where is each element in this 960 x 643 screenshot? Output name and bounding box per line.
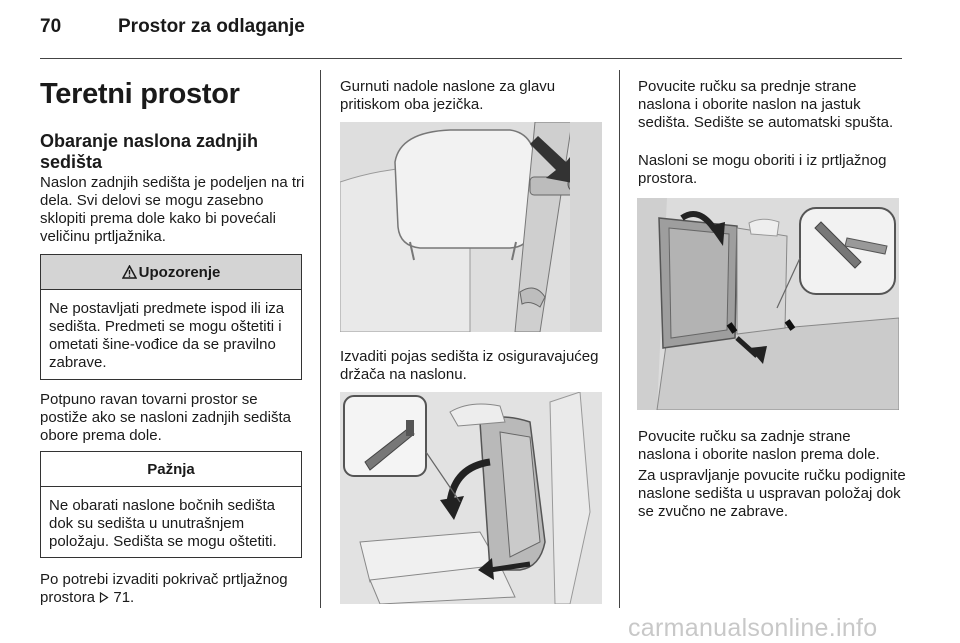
subsection-title: Obaranje naslona zadnjih sedišta: [40, 131, 259, 172]
header-divider: [40, 58, 902, 59]
page-number: 70: [40, 16, 62, 37]
warning-heading: Upozorenje: [138, 263, 221, 281]
warning-header: [41, 255, 301, 290]
warning-box: [40, 254, 302, 380]
flat-floor-paragraph: Potpuno ravan tovarni prostor se postiže ako se nasloni zadnjih sedišta obore prema dole.: [40, 391, 291, 444]
chapter-title: Prostor za odlaganje: [118, 16, 305, 37]
caution-header: [41, 452, 301, 487]
page-reference-arrow-icon: [99, 589, 113, 606]
column-divider-1: [320, 70, 321, 608]
trunk-fold-note: Nasloni se mogu oboriti i iz prtljažnog prostora.: [638, 152, 887, 187]
intro-paragraph: Naslon zadnjih sedišta je podeljen na tri dela. Svi delovi se mogu zasebno sklopiti prema dole kako bi povećali veličinu prtljažnika.: [40, 174, 305, 245]
column-divider-2: [619, 70, 620, 608]
caution-heading: Pažnja: [147, 460, 195, 478]
warning-text: Ne postavljati predmete ispod ili iza sedišta. Predmeti se mogu oštetiti i ometati šine-vođice da se pravilno zabrave.: [49, 300, 285, 371]
watermark: carmanualsonline.info: [628, 614, 878, 642]
seat-fold-illustration: [340, 392, 602, 604]
fold-handle-instruction: Povucite ručku sa prednje strane naslona i oborite naslon na jastuk sedišta. Sedište se automatski spušta.: [638, 78, 894, 131]
section-title: Teretni prostor: [40, 78, 240, 110]
raise-backrest-instruction: Za uspravljanje povucite ručku podignite naslone sedišta u uspravan položaj dok se zvučno ne zabrave.: [638, 467, 906, 520]
rear-handle-instruction: Povucite ručku sa zadnje strane naslona i oborite naslon prema dole.: [638, 428, 880, 463]
cover-text: Po potrebi izvaditi pokrivač prtljažnog prostora: [40, 571, 288, 606]
belt-instruction: Izvaditi pojas sedišta iz osiguravajućeg držača na naslonu.: [340, 348, 599, 383]
cover-paragraph: [40, 571, 308, 607]
headrest-instruction: Gurnuti nadole naslone za glavu pritiskom oba jezička.: [340, 78, 556, 113]
page-reference[interactable]: 71.: [113, 589, 135, 606]
headrest-illustration: [340, 122, 602, 332]
trunk-fold-illustration: [637, 198, 899, 410]
warning-triangle-icon: [122, 265, 137, 279]
caution-box: [40, 451, 302, 558]
caution-text: Ne obarati naslone bočnih sedišta dok su sedišta u unutrašnjem položaju. Sedišta se mogu oštetiti.: [49, 497, 277, 550]
